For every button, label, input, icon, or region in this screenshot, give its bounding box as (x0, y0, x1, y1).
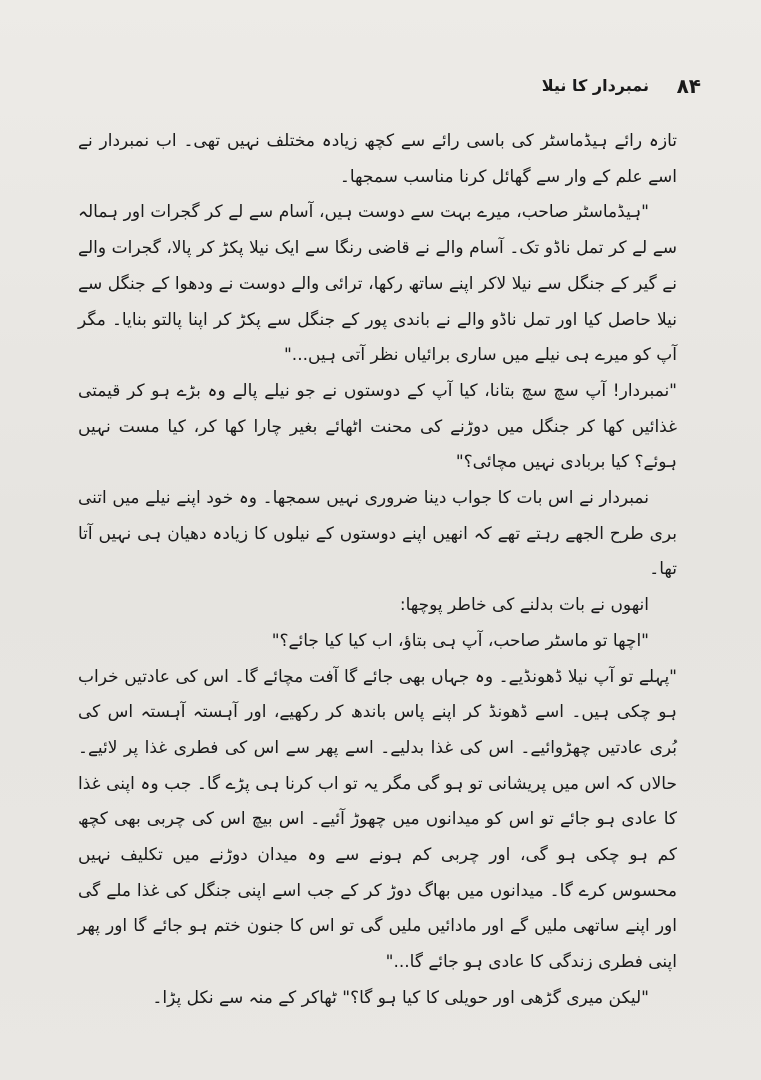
body-text (78, 124, 677, 1017)
page-number: ۸۴ (676, 74, 701, 98)
paragraph: انھوں نے بات بدلنے کی خاطر پوچھا: (399, 595, 649, 616)
paragraph: "ہیڈماسٹر صاحب، میرے بہت سے دوست ہیں، آسام سے لے کر گجرات اور ہمالہ سے لے کر تمل ناڈو تک۔ آسام والے نے قاضی رنگا سے ایک نیلا پکڑ کر پالا، گجرات والے نے گیر کے جنگل سے نیلا لاکر اپنے ساتھ رکھا، ترائی والے دوست نے ودھوا کے جنگل سے نیلا حاصل کیا اور تمل ناڈو والے نے باندی پور کے جنگل سے پکڑ کر اپنا پالتو بنایا۔ مگر آپ کو میرے ہی نیلے میں ساری برائیاں نظر آتی ہیں..." (78, 202, 677, 366)
paragraph: "پہلے تو آپ نیلا ڈھونڈیے۔ وہ جہاں بھی جائے گا آفت مچائے گا۔ اس کی عادتیں خراب ہو چکی ہیں۔ اسے ڈھونڈ کر اپنے پاس باندھ کر رکھیے، اور آہستہ آہستہ اس کی بُری عادتیں چھڑوائیے۔ اس کی غذا بدلیے۔ اسے پھر سے اس کی فطری غذا پر لائیے۔ حالاں کہ اس میں پریشانی تو ہو گی مگر یہ تو اب کرنا ہی پڑے گا۔ جب وہ اپنی غذا کا عادی ہو جائے تو اس کو میدانوں میں چھوڑ آئیے۔ اس بیچ اس کی چربی بھی کچھ کم ہو چکی ہو گی، اور چربی کم ہونے سے وہ میدان دوڑنے میں تکلیف نہیں محسوس کرے گا۔ میدانوں میں بھاگ دوڑ کر کے جب اسے اپنی جنگل کی غذا ملے گی اور اپنے ساتھی ملیں گے اور مادائیں ملیں گی تو اس کا جنون ختم ہو جائے گا اور پھر اپنی فطری زندگی کا عادی ہو جائے گا..." (78, 666, 677, 973)
paragraph: نمبردار نے اس بات کا جواب دینا ضروری نہیں سمجھا۔ وہ خود اپنے نیلے میں اتنی بری طرح الجھے رہتے تھے کہ انھیں اپنے دوستوں کے نیلوں کا زیادہ دھیان ہی نہیں آتا تھا۔ (78, 488, 677, 580)
paragraph: تازہ رائے ہیڈماسٹر کی باسی رائے سے کچھ زیادہ مختلف نہیں تھی۔ اب نمبردار نے اسے علم کے وار سے گھائل کرنا مناسب سمجھا۔ (78, 131, 677, 187)
page-header (40, 74, 701, 104)
paragraph: "اچھا تو ماسٹر صاحب، آپ ہی بتاؤ، اب کیا کیا جائے؟" (271, 630, 649, 651)
paragraph: "نمبردار! آپ سچ سچ بتانا، کیا آپ کے دوستوں نے جو نیلے پالے وہ بڑے ہو کر قیمتی غذائیں کھا کر جنگل میں دوڑنے کی محنت اٹھائے بغیر چارا کھا کر، کیا مست نہیں ہوئے؟ کیا بربادی نہیں مچائی؟" (78, 380, 677, 473)
paragraph: "لیکن میری گڑھی اور حویلی کا کیا ہو گا؟" ٹھاکر کے منہ سے نکل پڑا۔ (152, 987, 649, 1008)
running-title: نمبردار کا نیلا (541, 76, 649, 95)
